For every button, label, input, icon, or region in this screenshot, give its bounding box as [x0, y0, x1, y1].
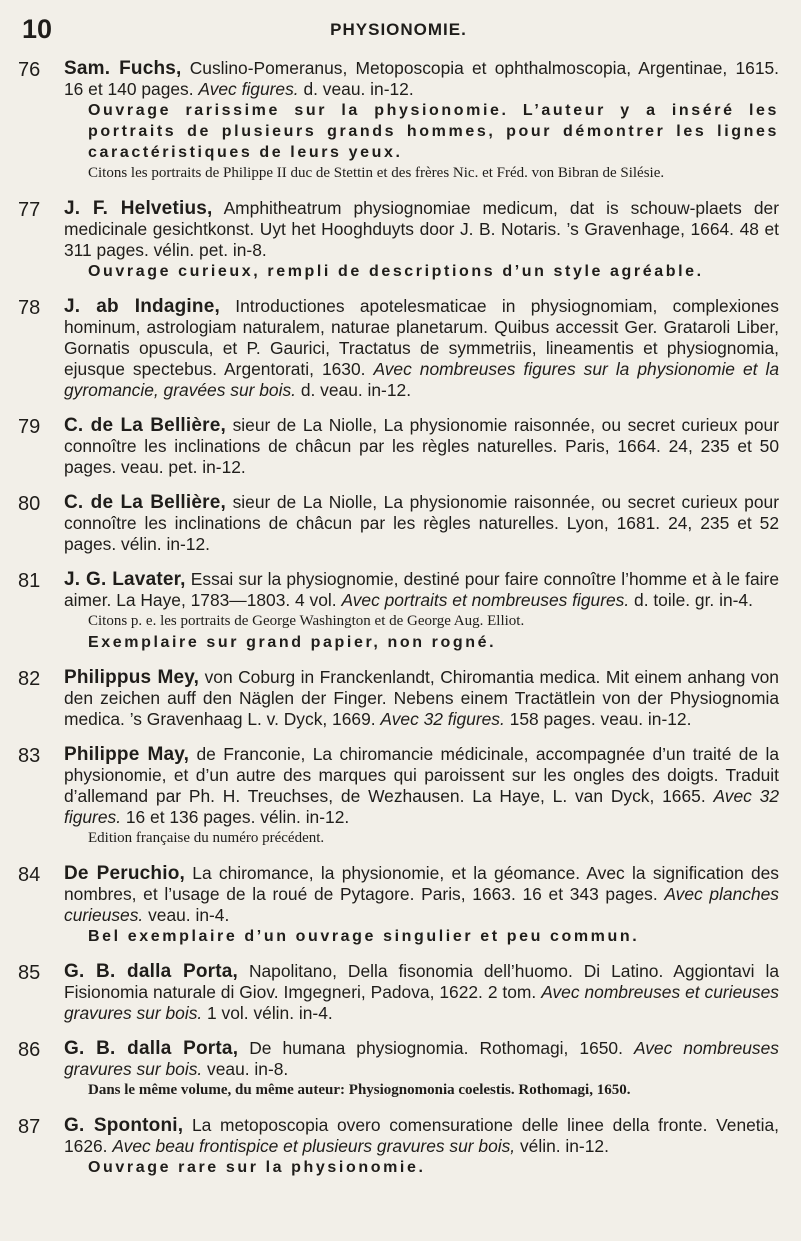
- entry-note: Edition française du numéro précédent.: [88, 830, 325, 846]
- entry-author: J. G. Lavater,: [64, 569, 186, 590]
- entry-illustrations: Avec nombreuses gravures sur bois.: [64, 1038, 779, 1079]
- catalogue-entry: [18, 744, 779, 849]
- entry-title: Introductiones apotelesmaticae in physiognomiam, complexiones hominum, astrologiam naturalem, naturae planetarum. Quibus accessit Ger. Grataroli Liber, Gornatis opuscula, et P. Gaurici, Tractatus de symmetriis, lineamentis et physiognomia, ejusque spectebus. Argentorati, 1630.: [64, 296, 779, 379]
- catalogue-entry: [18, 492, 779, 555]
- entry-author: Philippe May,: [64, 744, 190, 765]
- entry-note: Ouvrage rarissime sur la physionomie. L’auteur y a inséré les portraits de plusieurs grands hommes, pour démontrer les lignes caractéristiques de leurs yeux.: [88, 102, 779, 161]
- entry-body: [64, 1038, 779, 1101]
- entry-author: De Peruchio,: [64, 863, 185, 884]
- entry-title: von Coburg in Franckenlandt, Chiromantia medica. Mit einem anhang von den zeichen auff den Näglen der Finger. Nebens einem Tractätlein von der Physiognomia medica. ’s Gravenhaag L. v. Dyck, 1669.: [64, 667, 779, 729]
- catalogue-entry: [18, 1115, 779, 1178]
- entry-body: [64, 296, 779, 401]
- entry-illustrations: Avec 32 figures.: [380, 709, 505, 729]
- entry-author: G. B. dalla Porta,: [64, 961, 238, 982]
- entry-binding: 16 et 136 pages. vélin. in-12.: [121, 807, 350, 827]
- entry-description: [64, 744, 779, 828]
- entry-number: 82: [18, 668, 41, 690]
- entry-description: [64, 198, 779, 261]
- entry-title: Napolitano, Della fisonomia dell’huomo. Di Latino. Aggiontavi la Fisionomia naturale di Giov. Imgegneri, Padova, 1622. 2 tom.: [64, 961, 780, 1002]
- entry-body: [64, 863, 779, 947]
- entry-binding: d. veau. in-12.: [295, 380, 412, 400]
- entry-binding: d. veau. in-12.: [298, 79, 414, 99]
- entry-author: J. F. Helvetius,: [64, 198, 213, 219]
- entry-body: [64, 415, 779, 478]
- entry-note: Ouvrage curieux, rempli de descriptions d’un style agréable.: [88, 263, 704, 280]
- entry-number: 86: [18, 1039, 41, 1061]
- entry-author: Sam. Fuchs,: [64, 58, 182, 79]
- entry-number: 80: [18, 493, 41, 515]
- entry-title: de Franconie, La chiromancie médicinale, accompagnée d’un traité de la physionomie, et d’un autre des marques qui paroissent sur les ongles des doigts. Traduit d’allemand par Ph. H. Treuchses, de Wezhausen. La Haye, L. van Dyck, 1665.: [64, 744, 779, 806]
- entry-binding: vélin. in-12.: [515, 1136, 609, 1156]
- entry-body: [64, 198, 779, 282]
- entry-author: J. ab Indagine,: [64, 296, 220, 317]
- entry-title: Amphitheatrum physiognomiae medicum, dat is schouw-plaets der medicinale gesichtkonst. Uyt het Hooghduyts door J. B. Notaris. ’s Gravenhage, 1664. 48 et 311 pages. vélin. pet. in-8.: [64, 198, 779, 260]
- entry-title: sieur de La Niolle, La physionomie raisonnée, ou secret curieux pour connoître les inclinations de châcun par les règles naturelles. Lyon, 1681. 24, 235 et 52 pages. vélin. in-12.: [64, 492, 779, 554]
- entry-title: De humana physiognomia. Rothomagi, 1650.: [238, 1038, 634, 1058]
- page-number: 10: [22, 14, 53, 44]
- catalogue-entry: [18, 569, 779, 653]
- entry-number: 84: [18, 864, 41, 886]
- entry-number: 87: [18, 1116, 41, 1138]
- entry-description: [64, 492, 779, 555]
- entry-title: La metoposcopia overo comensuratione delle linee della fronte. Venetia, 1626.: [64, 1115, 779, 1156]
- entry-illustrations: Avec nombreuses et curieuses gravures sur bois.: [64, 982, 779, 1023]
- entry-binding: 1 vol. vélin. in-4.: [202, 1003, 333, 1023]
- catalogue-entry: [18, 667, 779, 730]
- catalogue-entry: [18, 863, 779, 947]
- entry-author: G. B. dalla Porta,: [64, 1038, 239, 1059]
- entry-number: 83: [18, 745, 41, 767]
- entries-list: [18, 58, 779, 1178]
- entry-note: Citons p. e. les portraits de George Washington et de George Aug. Elliot.: [88, 613, 525, 629]
- entry-description: [64, 296, 779, 401]
- entry-description: [64, 961, 779, 1024]
- entry-illustrations: Avec portraits et nombreuses figures.: [341, 590, 630, 610]
- entry-number: 77: [18, 199, 41, 221]
- entry-author: C. de La Bellière,: [64, 492, 226, 513]
- entry-illustrations: Avec nombreuses figures sur la physionomie et la gyromancie, gravées sur bois.: [64, 359, 780, 400]
- entry-body: [64, 667, 779, 730]
- entry-title: La chiromance, la physionomie, et la géomance. Avec la signification des nombres, et l’usage de la roué de Pytagore. Paris, 1663. 16 et 343 pages.: [64, 863, 780, 904]
- entry-binding: d. toile. gr. in-4.: [629, 590, 753, 610]
- entry-note: Exemplaire sur grand papier, non rogné.: [88, 634, 497, 651]
- running-head: PHYSIONOMIE.: [330, 20, 467, 39]
- entry-number: 85: [18, 962, 41, 984]
- entry-body: [64, 961, 779, 1024]
- catalogue-entry: [18, 58, 779, 184]
- entry-note: Citons les portraits de Philippe II duc de Stettin et des frères Nic. et Fréd. von Bibran de Silésie.: [88, 165, 665, 181]
- entry-illustrations: Avec beau frontispice et plusieurs gravures sur bois,: [112, 1136, 516, 1156]
- entry-binding: veau. in-4.: [143, 905, 230, 925]
- entry-author: G. Spontoni,: [64, 1115, 184, 1136]
- entry-title: sieur de La Niolle, La physionomie raisonnée, ou secret curieux pour connoître les inclinations de châcun par les règles naturelles. Paris, 1664. 24, 235 et 50 pages. veau. pet. in-12.: [64, 415, 779, 477]
- catalogue-entry: [18, 415, 779, 478]
- entry-number: 78: [18, 297, 41, 319]
- entry-note: Bel exemplaire d’un ouvrage singulier et peu commun.: [88, 928, 640, 945]
- entry-body: [64, 744, 779, 849]
- entry-description: [64, 415, 779, 478]
- entry-author: C. de La Bellière,: [64, 415, 226, 436]
- catalogue-entry: [18, 198, 779, 282]
- entry-note: Ouvrage rare sur la physionomie.: [88, 1159, 426, 1176]
- entry-binding: veau. in-8.: [202, 1059, 289, 1079]
- entry-illustrations: Avec figures.: [198, 79, 299, 99]
- entry-body: [64, 1115, 779, 1178]
- entry-number: 79: [18, 416, 41, 438]
- entry-title: Cuslino-Pomeranus, Metoposcopia et ophthalmoscopia, Argentinae, 1615. 16 et 140 pages.: [64, 58, 779, 99]
- catalogue-entry: [18, 961, 779, 1024]
- entry-description: [64, 58, 779, 100]
- entry-note: Dans le même volume, du même auteur: Physiognomonia coelestis. Rothomagi, 1650.: [88, 1082, 631, 1098]
- entry-title: Essai sur la physiognomie, destiné pour faire connoître l’homme et à le faire aimer. La Haye, 1783—1803. 4 vol.: [64, 569, 779, 610]
- entry-body: [64, 569, 779, 653]
- entry-author: Philippus Mey,: [64, 667, 200, 688]
- entry-body: [64, 492, 779, 555]
- catalogue-entry: [18, 296, 779, 401]
- entry-description: [64, 569, 779, 611]
- entry-description: [64, 863, 779, 926]
- entry-description: [64, 667, 779, 730]
- entry-description: [64, 1038, 779, 1080]
- entry-number: 81: [18, 570, 41, 592]
- catalogue-entry: [18, 1038, 779, 1101]
- entry-binding: 158 pages. veau. in-12.: [504, 709, 692, 729]
- entry-illustrations: Avec planches curieuses.: [64, 884, 779, 925]
- entry-number: 76: [18, 59, 41, 81]
- page-header: [18, 14, 779, 46]
- entry-illustrations: Avec 32 figures.: [64, 786, 779, 827]
- entry-description: [64, 1115, 779, 1157]
- entry-body: [64, 58, 779, 184]
